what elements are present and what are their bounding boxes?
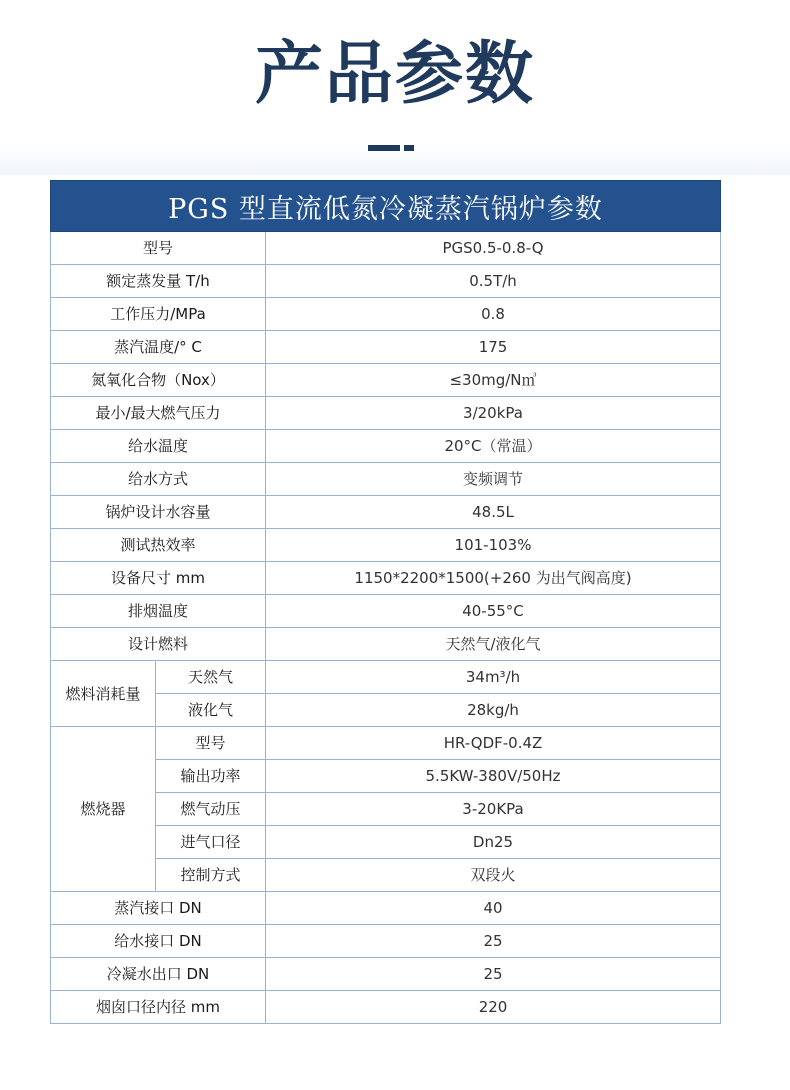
table-row	[51, 595, 721, 628]
row-label: 型号	[51, 232, 266, 265]
row-value: 48.5L	[266, 496, 721, 529]
row-label: 给水温度	[51, 430, 266, 463]
page-title: 产品参数	[254, 35, 535, 114]
row-value: 28kg/h	[266, 694, 721, 727]
row-value: 175	[266, 331, 721, 364]
table-row	[51, 991, 721, 1024]
row-value: 变频调节	[266, 463, 721, 496]
sub-row-label: 进气口径	[156, 826, 266, 859]
row-value: ≤30mg/N㎥	[266, 364, 721, 397]
row-value: Dn25	[266, 826, 721, 859]
sub-row-label: 输出功率	[156, 760, 266, 793]
row-value: 3/20kPa	[266, 397, 721, 430]
row-label: 烟囱口径内径 mm	[51, 991, 266, 1024]
table-row	[51, 925, 721, 958]
fuel-consumption-group-label: 燃料消耗量	[51, 661, 156, 727]
row-label: 给水接口 DN	[51, 925, 266, 958]
title-divider	[368, 145, 400, 151]
row-value: 20°C（常温）	[266, 430, 721, 463]
row-value: 5.5KW-380V/50Hz	[266, 760, 721, 793]
table-header-row	[51, 181, 721, 232]
burner-group-label: 燃烧器	[51, 727, 156, 892]
row-label: 工作压力/MPa	[51, 298, 266, 331]
row-label: 锅炉设计水容量	[51, 496, 266, 529]
row-value: 双段火	[266, 859, 721, 892]
table-row	[51, 463, 721, 496]
row-label: 测试热效率	[51, 529, 266, 562]
row-value: 40-55°C	[266, 595, 721, 628]
row-value: 0.8	[266, 298, 721, 331]
row-value: 3-20KPa	[266, 793, 721, 826]
row-value: 220	[266, 991, 721, 1024]
table-row	[51, 661, 721, 694]
row-label: 冷凝水出口 DN	[51, 958, 266, 991]
row-label: 额定蒸发量 T/h	[51, 265, 266, 298]
row-value: 1150*2200*1500(+260 为出气阀高度)	[266, 562, 721, 595]
table-row	[51, 331, 721, 364]
table-row	[51, 628, 721, 661]
table-row	[51, 892, 721, 925]
row-label: 蒸汽温度/° C	[51, 331, 266, 364]
row-value: HR-QDF-0.4Z	[266, 727, 721, 760]
row-label: 蒸汽接口 DN	[51, 892, 266, 925]
table-row	[51, 298, 721, 331]
table-row	[51, 496, 721, 529]
table-row	[51, 562, 721, 595]
spec-table	[50, 180, 721, 1024]
row-label: 给水方式	[51, 463, 266, 496]
table-row	[51, 430, 721, 463]
row-label: 设备尺寸 mm	[51, 562, 266, 595]
table-row	[51, 727, 721, 760]
table-row	[51, 265, 721, 298]
table-row	[51, 529, 721, 562]
row-value: 天然气/液化气	[266, 628, 721, 661]
row-value: 34m³/h	[266, 661, 721, 694]
row-label: 最小/最大燃气压力	[51, 397, 266, 430]
row-value: PGS0.5-0.8-Q	[266, 232, 721, 265]
row-value: 0.5T/h	[266, 265, 721, 298]
row-label: 排烟温度	[51, 595, 266, 628]
row-value: 40	[266, 892, 721, 925]
table-row	[51, 958, 721, 991]
sub-row-label: 型号	[156, 727, 266, 760]
row-value: 25	[266, 925, 721, 958]
sub-row-label: 燃气动压	[156, 793, 266, 826]
table-row	[51, 397, 721, 430]
table-row	[51, 364, 721, 397]
row-value: 101-103%	[266, 529, 721, 562]
title-divider-dot	[404, 145, 414, 151]
sub-row-label: 控制方式	[156, 859, 266, 892]
sub-row-label: 液化气	[156, 694, 266, 727]
table-row	[51, 232, 721, 265]
table-title: PGS 型直流低氮冷凝蒸汽锅炉参数	[51, 181, 721, 232]
sub-row-label: 天然气	[156, 661, 266, 694]
row-label: 设计燃料	[51, 628, 266, 661]
row-value: 25	[266, 958, 721, 991]
row-label: 氮氧化合物（Nox）	[51, 364, 266, 397]
